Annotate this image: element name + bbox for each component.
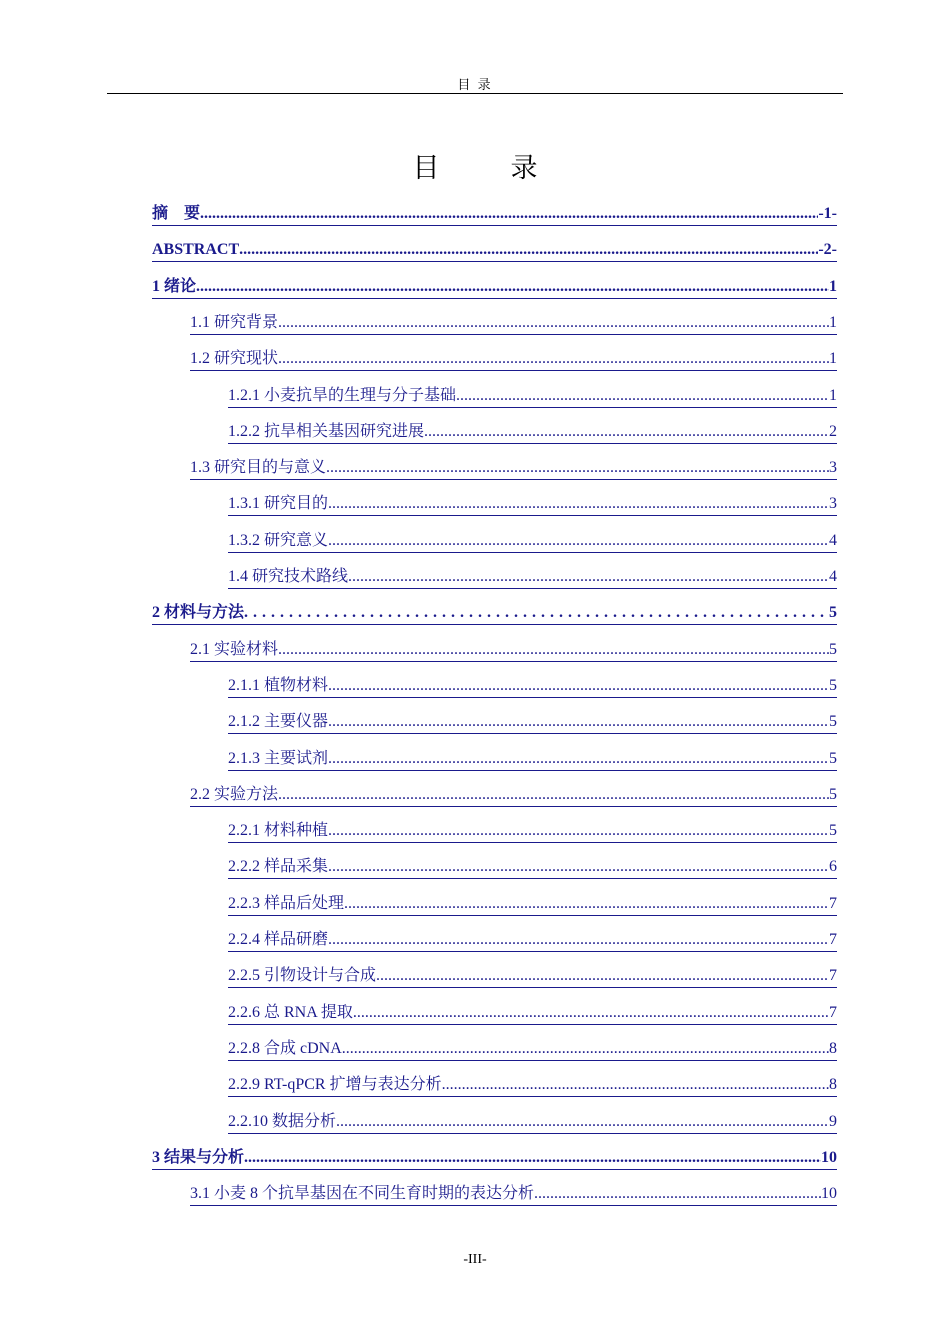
toc-leader-dots [239,239,818,261]
toc-entry-label: 1 绪论 [152,278,197,295]
toc-entry-label: 1.1 研究背景 [190,314,279,331]
toc-entry-page: 8 [829,1040,837,1057]
toc-entry-label: 1.3 研究目的与意义 [190,459,327,476]
toc-entry-label: 2.1.3 主要试剂 [228,750,329,767]
toc-entry-label: 2.1 实验材料 [190,641,279,658]
toc-leader-dots [348,566,829,588]
running-header: 目 录 [457,77,493,92]
toc-entry-page: 7 [829,1004,837,1021]
toc-entry[interactable] [152,276,837,299]
toc-entry-page: 5 [829,713,837,730]
toc-entry-page: -1- [818,205,837,222]
toc-entry-page: 1 [829,350,837,367]
toc-entry[interactable] [152,1147,837,1170]
toc-leader-dots [278,784,829,806]
toc-title: 目 录 [412,153,560,183]
toc-leader-dots [376,965,829,987]
toc-entry-page: 5 [829,822,837,839]
toc-entry[interactable] [152,239,837,262]
toc-leader-dots [328,748,829,770]
toc-leader-dots [244,602,829,624]
toc-entry[interactable] [228,748,837,771]
toc-entry-label: 1.2.2 抗旱相关基因研究进展 [228,423,425,440]
toc-leader-dots [196,276,829,298]
toc-entry-page: 5 [829,750,837,767]
toc-entry-label: 2.2.10 数据分析 [228,1113,337,1130]
toc-entry[interactable] [228,965,837,988]
toc-leader-dots [342,1038,829,1060]
toc-leader-dots [456,385,829,407]
toc-entry-page: 7 [829,895,837,912]
toc-entry-page: 10 [821,1185,837,1202]
toc-entry[interactable] [228,929,837,952]
toc-entry[interactable] [228,856,837,879]
toc-entry-page: 7 [829,931,837,948]
toc-entry-label: 1.3.1 研究目的 [228,495,329,512]
toc-entry[interactable] [228,493,837,516]
toc-entry-page: 3 [829,459,837,476]
toc-leader-dots [200,203,818,225]
header-rule [107,93,843,94]
toc-entry-label: 2.1.2 主要仪器 [228,713,329,730]
toc-entry-page: 5 [829,604,837,621]
toc-entry-page: 9 [829,1113,837,1130]
toc-entry-label: 2.2 实验方法 [190,786,279,803]
toc-leader-dots [326,457,829,479]
toc-entry-label: 3 结果与分析 [152,1149,245,1166]
toc-entry[interactable] [228,1038,837,1061]
toc-entry[interactable] [190,784,837,807]
toc-entry-label: 2.2.3 样品后处理 [228,895,345,912]
toc-leader-dots [278,639,829,661]
toc-entry-label: 2.2.2 样品采集 [228,858,329,875]
toc-entry[interactable] [228,566,837,589]
toc-entry-label: 2.2.5 引物设计与合成 [228,967,377,984]
toc-entry[interactable] [228,1002,837,1025]
toc-leader-dots [244,1147,821,1169]
toc-entry[interactable] [190,312,837,335]
toc-entry[interactable] [228,820,837,843]
toc-leader-dots [328,675,829,697]
toc-leader-dots [353,1002,829,1024]
toc-entry-label: 2.2.9 RT-qPCR 扩增与表达分析 [228,1076,442,1093]
toc-entry-page: 7 [829,967,837,984]
toc-entry-page: 8 [829,1076,837,1093]
toc-entry[interactable] [190,348,837,371]
toc-entry-label: 2.1.1 植物材料 [228,677,329,694]
toc-entry-page: 1 [829,387,837,404]
toc-entry-label: 2.2.8 合成 cDNA [228,1040,342,1057]
toc-entry-label: 2.2.6 总 RNA 提取 [228,1004,353,1021]
toc-leader-dots [336,1111,829,1133]
toc-entry-page: -2- [818,241,837,258]
toc-entry[interactable] [190,457,837,480]
page-number: -III- [463,1252,487,1267]
toc-entry-label: 3.1 小麦 8 个抗旱基因在不同生育时期的表达分析 [190,1185,535,1202]
toc-entry[interactable] [152,602,837,625]
toc-entry[interactable] [228,1074,837,1097]
toc-entry[interactable] [190,639,837,662]
toc-entry-label: 摘 要 [152,205,201,222]
toc-entry[interactable] [228,675,837,698]
toc-entry-page: 1 [829,278,837,295]
toc-entry[interactable] [228,385,837,408]
toc-leader-dots [278,348,829,370]
toc-entry-label: 1.4 研究技术路线 [228,568,349,585]
toc-leader-dots [534,1183,821,1205]
toc-entry[interactable] [228,421,837,444]
toc-leader-dots [424,421,829,443]
toc-entry-page: 3 [829,495,837,512]
toc-leader-dots [442,1074,829,1096]
toc-leader-dots [328,493,829,515]
toc-entry-label: 1.3.2 研究意义 [228,532,329,549]
toc-entry-page: 6 [829,858,837,875]
toc-entry[interactable] [228,530,837,553]
toc-entry-label: 2.2.4 样品研磨 [228,931,329,948]
toc-entry-page: 4 [829,568,837,585]
toc-entry[interactable] [228,1111,837,1134]
toc-entry[interactable] [228,893,837,916]
toc-entry-page: 5 [829,786,837,803]
toc-entry-label: 1.2 研究现状 [190,350,279,367]
toc-entry-page: 5 [829,677,837,694]
toc-entry[interactable] [152,203,837,226]
toc-entry-label: 2 材料与方法 [152,604,245,621]
toc-entry-page: 4 [829,532,837,549]
toc-entry-label: 2.2.1 材料种植 [228,822,329,839]
toc-entry-page: 2 [829,423,837,440]
toc-entry[interactable] [228,711,837,734]
toc-leader-dots [344,893,829,915]
toc-leader-dots [278,312,829,334]
toc-entry[interactable] [190,1183,837,1206]
toc-leader-dots [328,711,829,733]
toc-entry-label: 1.2.1 小麦抗旱的生理与分子基础 [228,387,457,404]
toc-leader-dots [328,530,829,552]
toc-leader-dots [328,929,829,951]
toc-leader-dots [328,820,829,842]
toc-entry-page: 10 [821,1149,837,1166]
toc-entry-page: 5 [829,641,837,658]
toc-entry-page: 1 [829,314,837,331]
toc-entry-label: ABSTRACT [152,241,240,258]
toc-leader-dots [328,856,829,878]
